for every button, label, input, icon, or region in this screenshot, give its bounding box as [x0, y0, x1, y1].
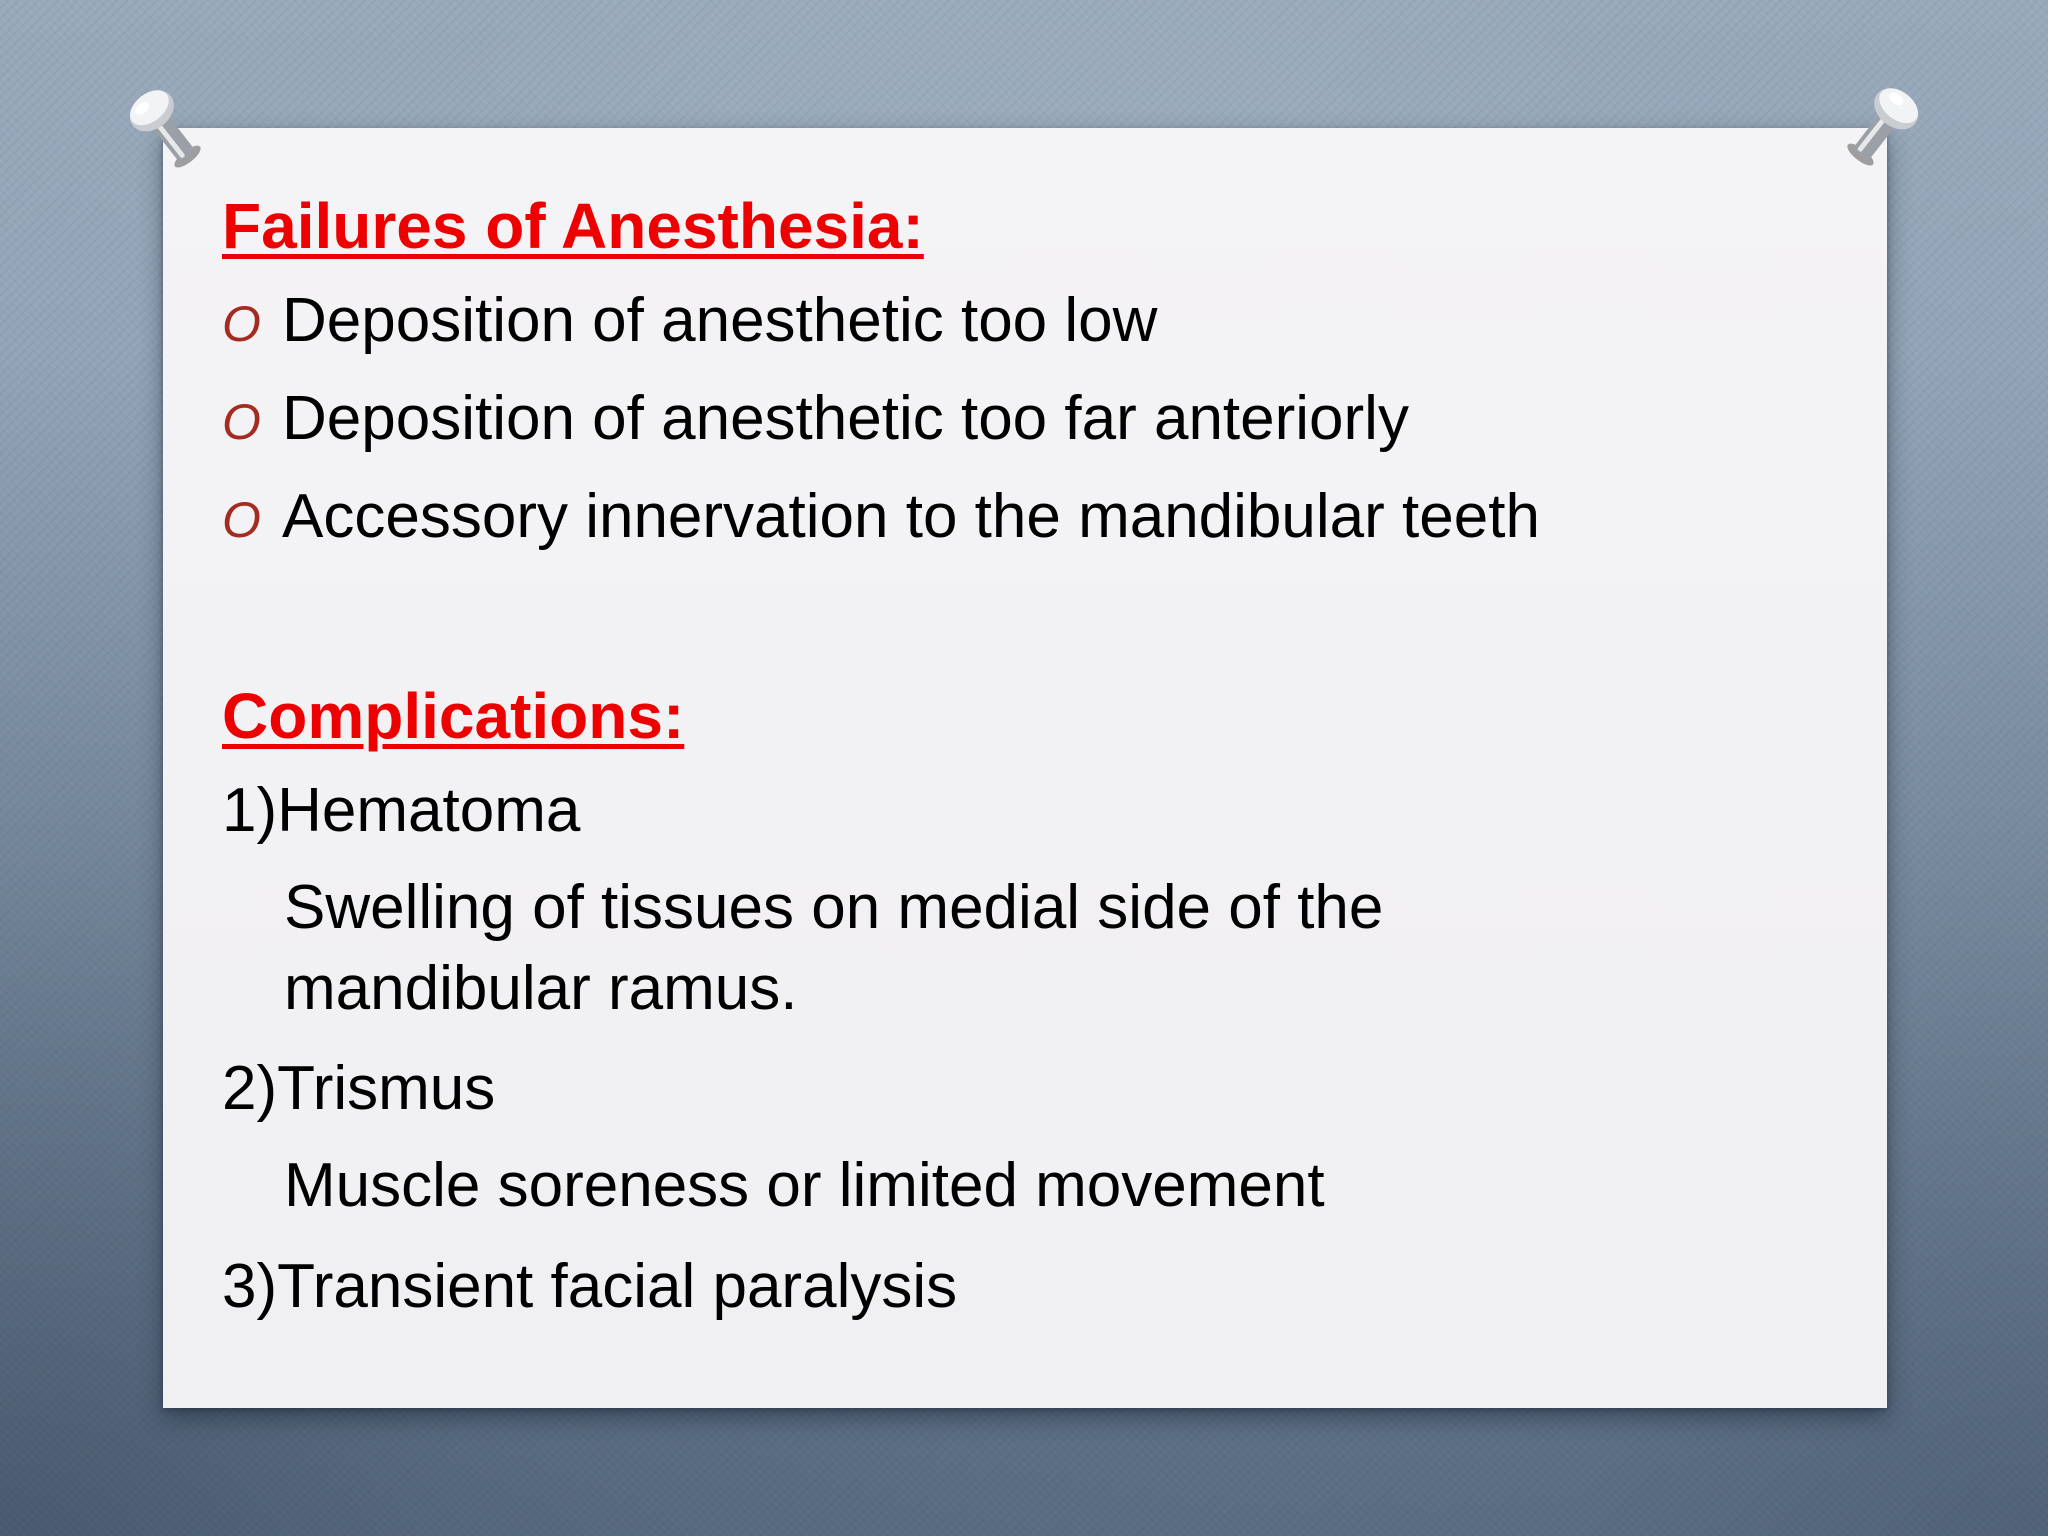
item-title: Trismus [277, 1054, 496, 1123]
item-detail: Swelling of tissues on medial side of the mandibular ramus. [284, 873, 1384, 1023]
failure-item-text: Deposition of anesthetic too far anteriorly [282, 384, 1409, 453]
failures-heading: Failures of Anesthesia: [222, 190, 924, 262]
item-title: Transient facial paralysis [277, 1252, 958, 1321]
list-item [222, 1252, 958, 1321]
list-item [222, 384, 1409, 453]
bullet-o-icon: O [222, 296, 261, 352]
bullet-o-icon: O [222, 394, 261, 450]
item-number: 3) [222, 1252, 278, 1321]
list-item [222, 286, 1158, 355]
item-number: 1) [222, 776, 278, 845]
item-detail: Muscle soreness or limited movement [284, 1151, 1325, 1220]
complications-heading: Complications: [222, 680, 685, 752]
list-item [222, 482, 1540, 551]
list-item [222, 1054, 496, 1123]
list-item [222, 776, 581, 845]
item-number: 2) [222, 1054, 278, 1123]
failure-item-text: Accessory innervation to the mandibular teeth [282, 482, 1540, 551]
item-title: Hematoma [277, 776, 581, 845]
bullet-o-icon: O [222, 492, 261, 548]
failure-item-text: Deposition of anesthetic too low [282, 286, 1158, 355]
